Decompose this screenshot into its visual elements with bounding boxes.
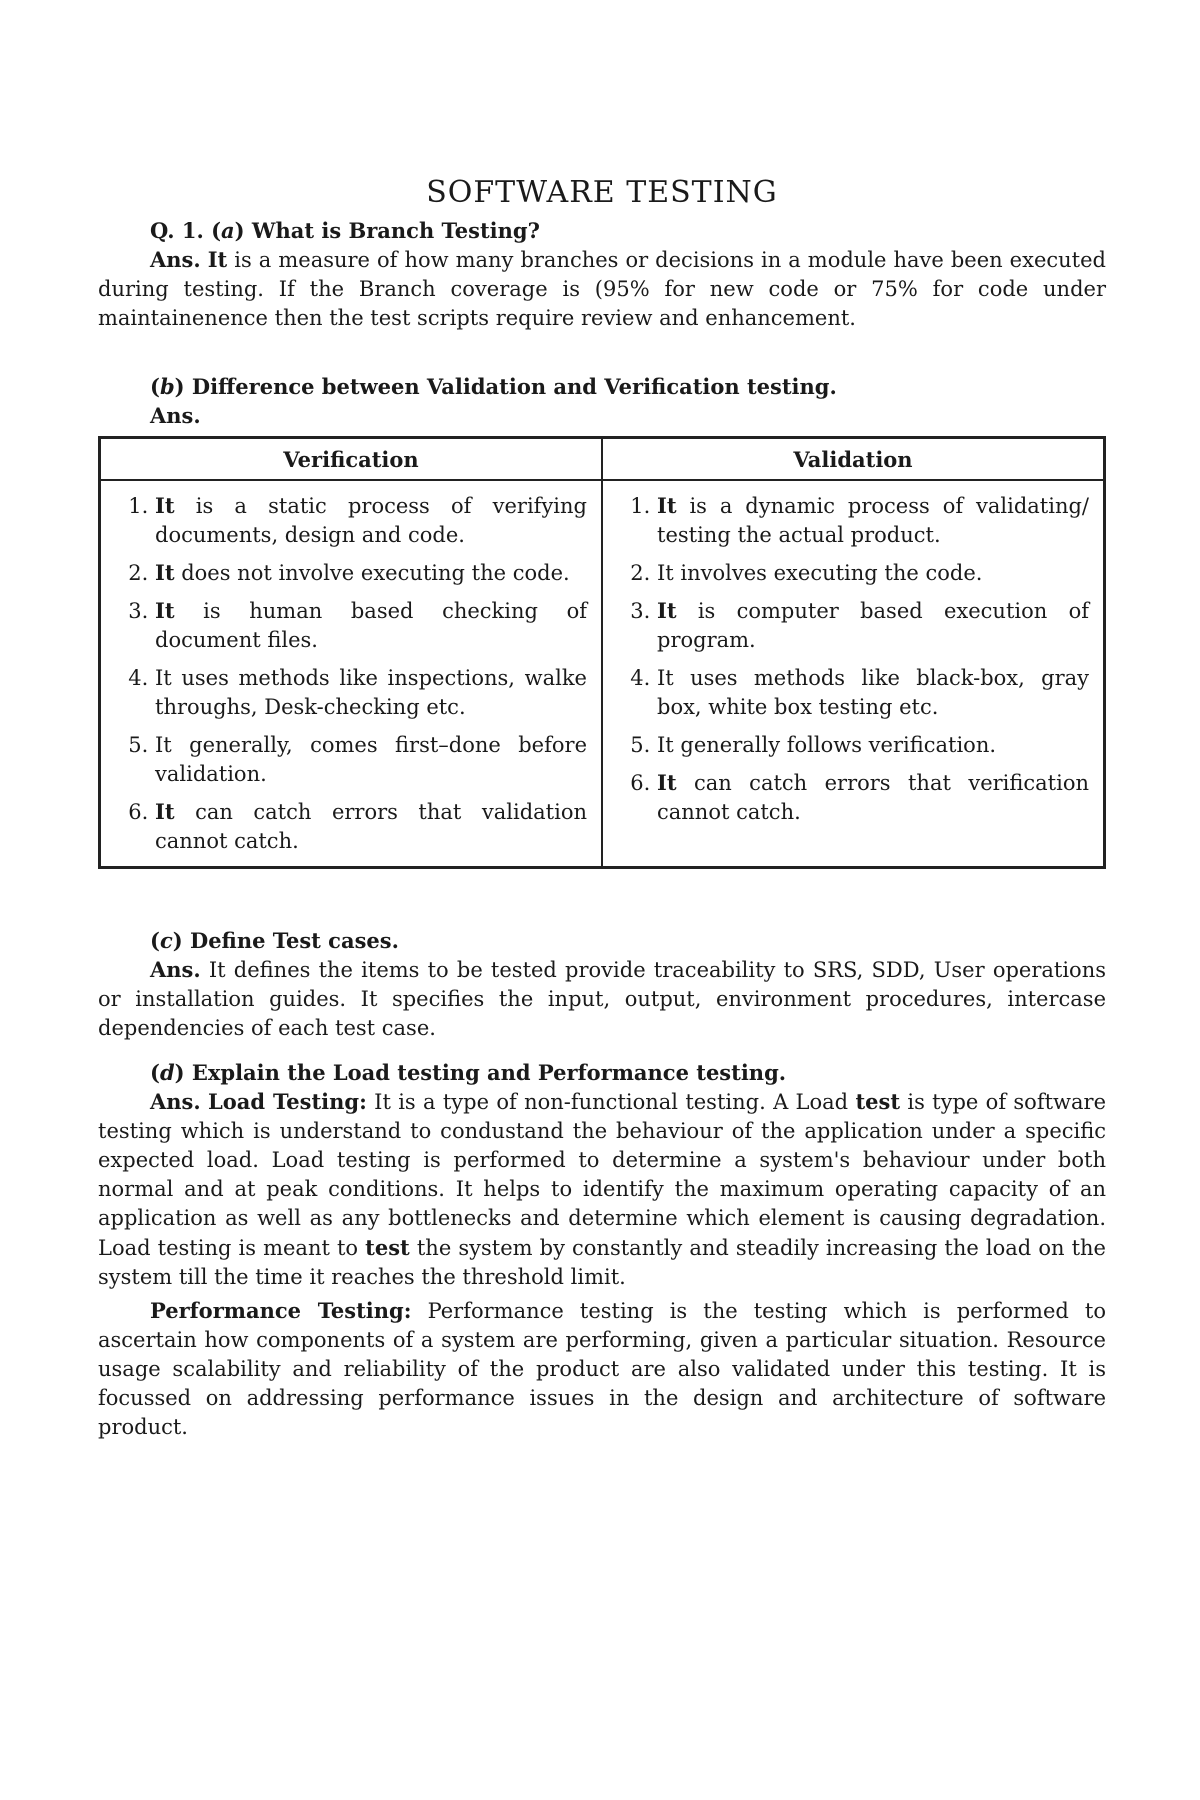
verification-cell [100, 480, 603, 868]
list-item: 5. It generally follows verification. [657, 730, 1089, 760]
question-1b [98, 372, 1106, 430]
table-row [100, 480, 1105, 868]
list-item: 3. It is computer based execution of program. [657, 596, 1089, 655]
question-1c-heading: (c) Define Test cases. [150, 928, 399, 953]
answer-label: Ans. [150, 1089, 201, 1114]
page-title: SOFTWARE TESTING [426, 175, 778, 210]
validation-list [627, 491, 1089, 827]
answer-1c: Ans. It defines the items to be tested provide traceability to SRS, SDD, User operations or installation guides. It specifies the input, output, environment procedures, intercase dependencies of each test case. [98, 957, 1106, 1040]
question-1d-heading: (d) Explain the Load testing and Performance testing. [150, 1060, 787, 1085]
question-1c [98, 926, 1106, 1043]
answer-label: Ans. [150, 247, 201, 272]
list-item: 1. It is a dynamic process of validating/ testing the actual product. [657, 491, 1089, 550]
answer-label: Ans. [150, 403, 201, 428]
answer-label: Ans. [150, 957, 201, 982]
comparison-table [98, 436, 1106, 869]
validation-cell [602, 480, 1105, 868]
answer-1d-performance: Performance Testing: Performance testing is the testing which is performed to ascertain how components of a system are performing, given a particular situation. Resource usage scalability and reliability of the product are also validated under this testing. It is focussed on addressing performance issues in the design and architecture of software product. [98, 1298, 1106, 1439]
list-item: 2. It does not involve executing the code. [155, 558, 587, 588]
table-header-row [100, 438, 1105, 481]
performance-testing-label: Performance Testing: [150, 1298, 412, 1323]
list-item: 4. It uses methods like inspections, walke throughs, Desk-checking etc. [155, 663, 587, 722]
answer-1d-load: Ans. Load Testing: It is a type of non-functional testing. A Load test is type of software testing which is understand to condustand the behaviour of the application under a specific expected load. Load testing is performed to determine a system's behaviour under both normal and at peak conditions. It helps to identify the maximum operating capacity of an application as well as any bottlenecks and determine which element is causing degradation. Load testing is meant to test the system by constantly and steadily increasing the load on the system till the time it reaches the threshold limit. [98, 1089, 1106, 1289]
question-1b-heading: (b) Difference between Validation and Verification testing. [150, 374, 837, 399]
question-1d [98, 1058, 1106, 1442]
table-header-validation: Validation [602, 438, 1105, 481]
load-testing-label: Load Testing: [208, 1089, 367, 1114]
list-item: 6. It can catch errors that verification cannot catch. [657, 768, 1089, 827]
table-header-verification: Verification [100, 438, 603, 481]
question-1a [98, 216, 1106, 333]
list-item: 6. It can catch errors that validation cannot catch. [155, 797, 587, 856]
list-item: 1. It is a static process of verifying documents, design and code. [155, 491, 587, 550]
question-1a-heading: Q. 1. (a) What is Branch Testing? [150, 218, 540, 243]
list-item: 5. It generally, comes first–done before validation. [155, 730, 587, 789]
list-item: 4. It uses methods like black-box, gray box, white box testing etc. [657, 663, 1089, 722]
list-item: 3. It is human based checking of document files. [155, 596, 587, 655]
list-item: 2. It involves executing the code. [657, 558, 1089, 588]
answer-1a: Ans. It is a measure of how many branches or decisions in a module have been executed during testing. If the Branch coverage is (95% for new code or 75% for code under maintainenence then the test scripts require review and enhancement. [98, 247, 1106, 330]
verification-list [125, 491, 587, 856]
